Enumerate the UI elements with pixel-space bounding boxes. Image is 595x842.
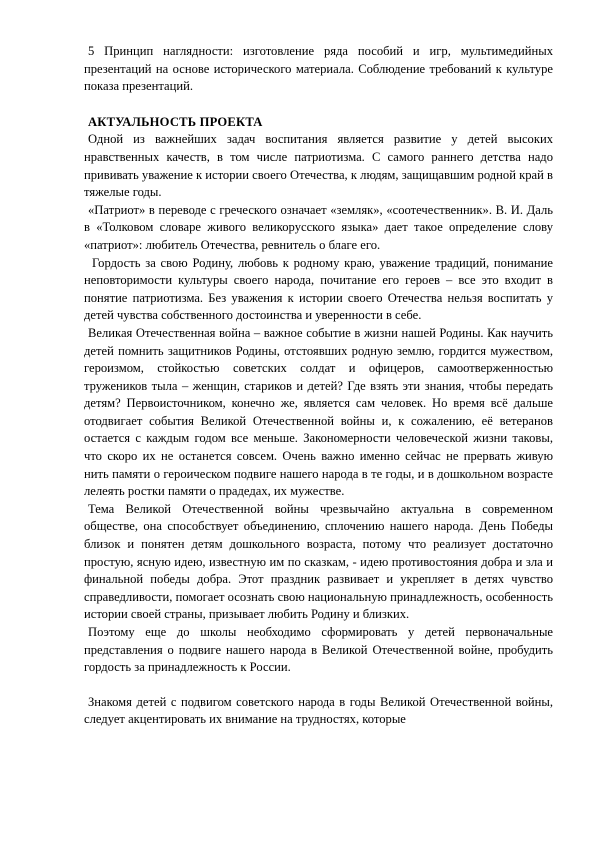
paragraph-3: Гордость за свою Родину, любовь к родному краю, уважение традиций, понимание неповторимости культуры своего народа, почитание его героев – все это входит в понятие патриотизма. Без уважения к истории своего Отечества нельзя воспитать у детей чувства собственного достоинства и уверенности в себе. [84,255,553,323]
paragraph-5: Тема Великой Отечественной войны чрезвычайно актуальна в современном обществе, она способствует объединению, сплочению нашего народа. День Победы близок и понятен детям дошкольного возраста, потому что реализует достаточно простую, ясную идею, известную им по сказкам, - идею противостояния добра и зла и финальной победы добра. Этот праздник развивает и укрепляет в детях чувство справедливости, помогает осознать свою национальную принадлежность, особенность истории своей страны, призывает любить Родину и близких. [84,501,553,622]
intro-paragraph: 5 Принцип наглядности: изготовление ряда пособий и игр, мультимедийных презентаций на основе исторического материала. Соблюдение требований к культуре показа презентаций. [84,44,553,94]
paragraph-2: «Патриот» в переводе с греческого означает «земляк», «соотечественник». В. И. Даль в «Толковом словаре живого великорусского языка» дает такое определение слову «патриот»: любитель Отечества, ревнитель о благе его. [84,202,553,252]
paragraph-spacer [84,677,553,694]
final-paragraph: Знакомя детей с подвигом советского народа в годы Великой Отечественной войны, следует акцентировать их внимание на трудностях, которые [84,694,553,727]
paragraph-6: Поэтому еще до школы необходимо сформировать у детей первоначальные представления о подвиге нашего народа в Великой Отечественной войне, пробудить гордость за принадлежность к России. [84,625,553,675]
paragraph-4: Великая Отечественная война – важное событие в жизни нашей Родины. Как научить детей помнить защитников Родины, отстоявших родную землю, гордится мужеством, героизмом, стойкостью советских солдат и офицеров, самоотверженностью тружеников тыла – женщин, стариков и детей? Где взять эти знания, чтобы передать детям? Первоисточником, конечно же, является сам человек. Но время всё дальше отодвигает события Великой Отечественной войны и, к сожалению, её ветеранов остается с каждым годом все меньше. Закономерности человеческой жизни таковы, что скоро их не останется совсем. Очень важно именно сейчас не прервать живую нить памяти о героическом подвиге нашего народа в те годы, и в дошкольном возрасте лелеять ростки памяти о прадедах, их мужестве. [84,325,553,499]
paragraph-1: Одной из важнейших задач воспитания является развитие у детей высоких нравственных качеств, в том числе патриотизма. С самого раннего детства надо прививать уважение к истории своего Отечества, к людям, защищавшим родной край в тяжелые годы. [84,132,553,200]
document-page [84,43,553,729]
section-heading: АКТУАЛЬНОСТЬ ПРОЕКТА [88,114,263,129]
